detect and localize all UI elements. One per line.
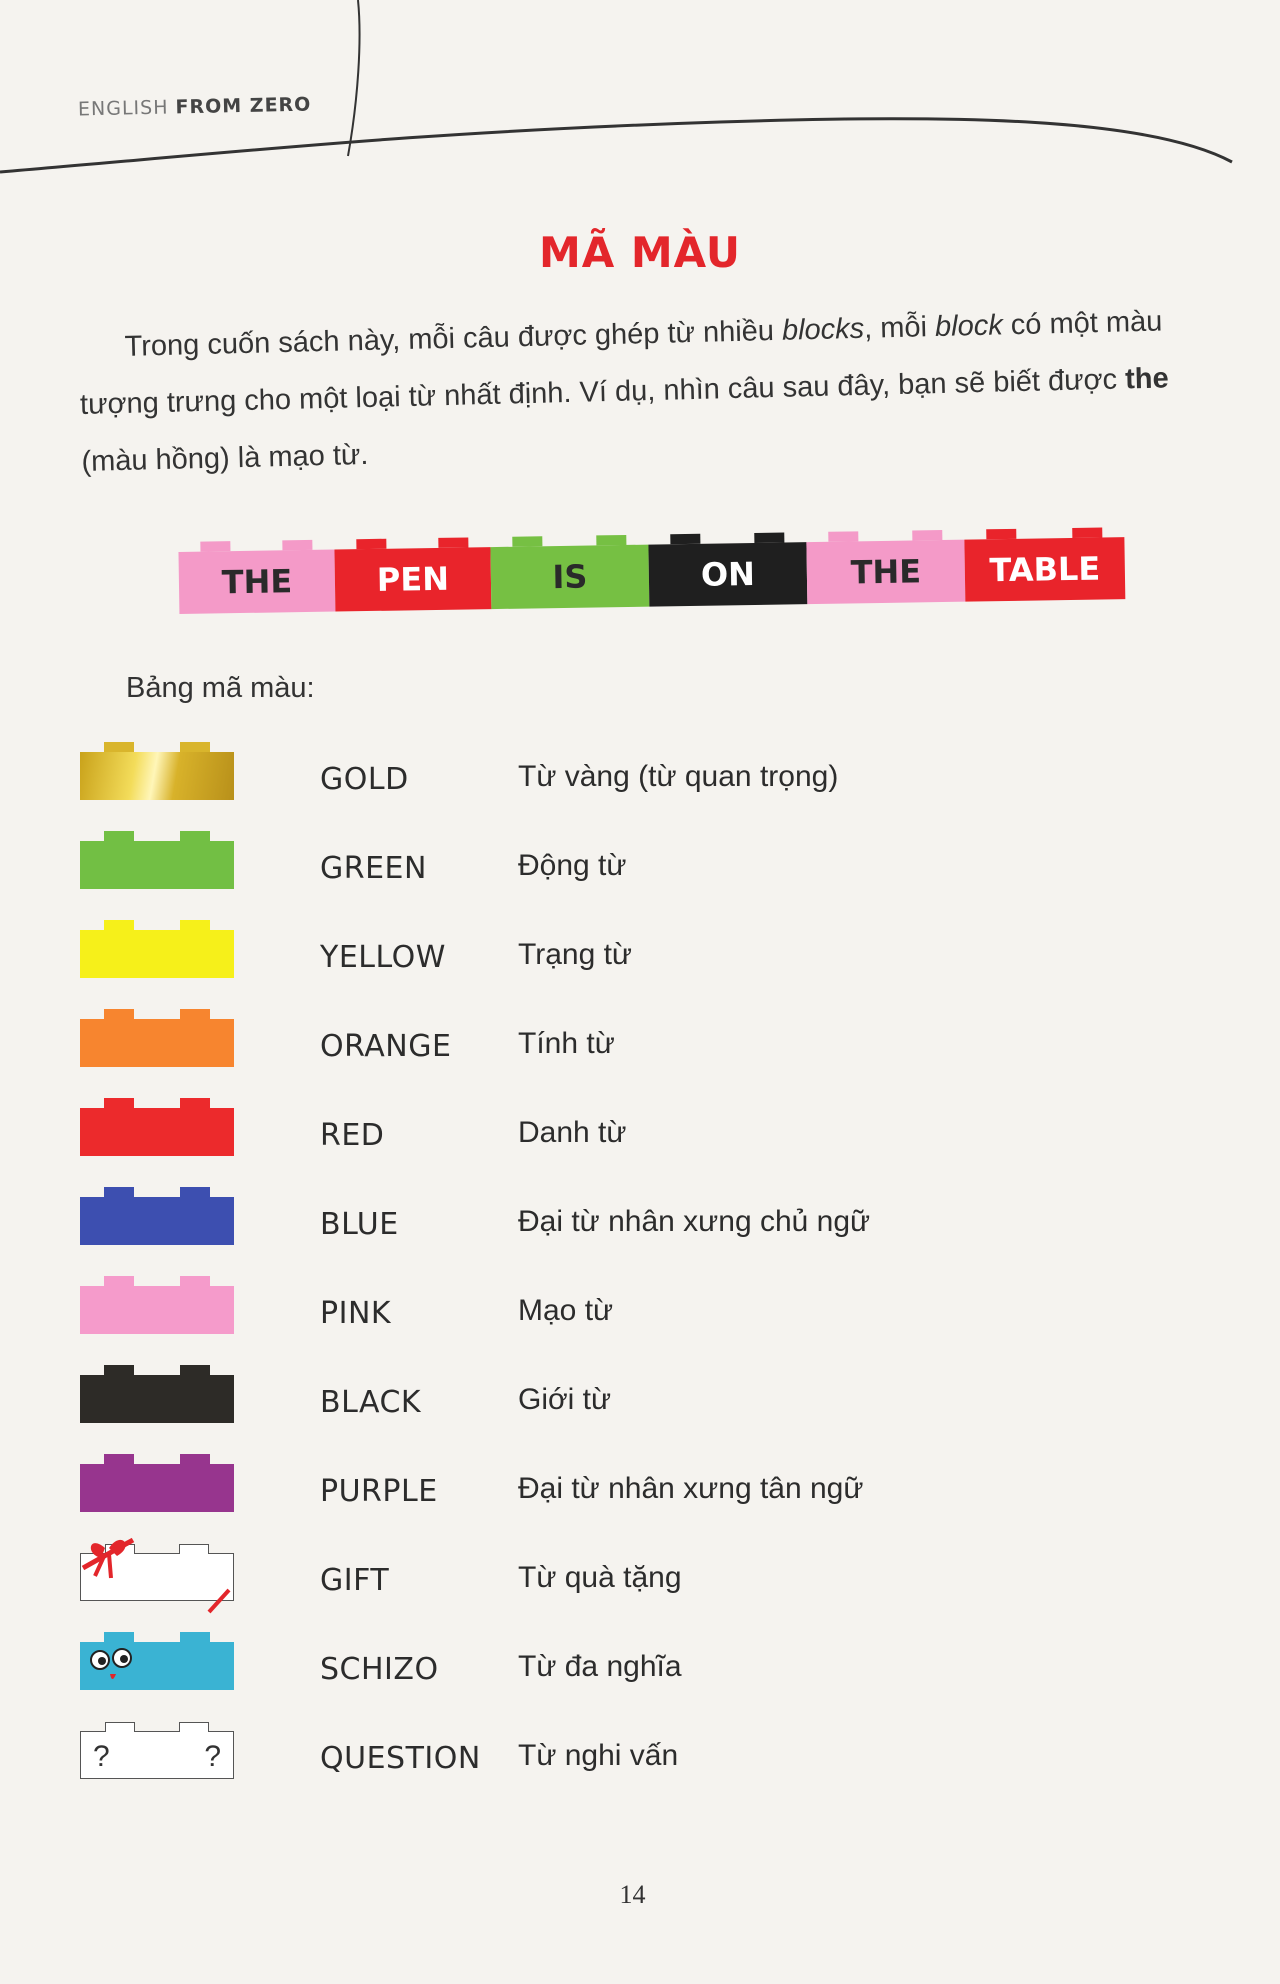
legend-row-blue [0, 1179, 1280, 1259]
legend-meaning: Đại từ nhân xưng chủ ngữ [518, 1205, 871, 1238]
sentence-block-2 [334, 547, 491, 611]
orange-brick-icon [80, 1019, 234, 1067]
intro-text-2: , mỗi [863, 311, 936, 345]
red-brick-icon [80, 1108, 234, 1156]
intro-text-4: (màu hồng) là mạo từ. [81, 438, 369, 478]
legend-meaning: Động từ [518, 849, 627, 882]
legend-meaning: Từ vàng (từ quan trọng) [518, 760, 839, 793]
sentence-block-word: THE [850, 552, 922, 592]
legend-meaning: Giới từ [518, 1383, 612, 1416]
legend-row-black [0, 1357, 1280, 1437]
legend-meaning: Từ quà tặng [518, 1561, 682, 1594]
legend-color-name: RED [320, 1118, 385, 1153]
legend-color-name: GIFT [320, 1563, 390, 1598]
example-sentence-blocks [178, 507, 1129, 614]
legend-row-schizo [0, 1624, 1280, 1704]
green-brick-icon [80, 841, 234, 889]
question-mark-left: ? [93, 1740, 110, 1773]
legend-row-orange [0, 1001, 1280, 1081]
pink-brick-icon [80, 1286, 234, 1334]
legend-color-name: GREEN [320, 851, 427, 886]
legend-row-purple [0, 1446, 1280, 1526]
legend-meaning: Từ đa nghĩa [518, 1650, 682, 1683]
blue-brick-icon [80, 1197, 234, 1245]
legend-meaning: Đại từ nhân xưng tân ngữ [518, 1472, 864, 1505]
gold-brick-icon [80, 752, 234, 800]
sentence-block-word: IS [552, 557, 588, 597]
purple-brick-icon [80, 1464, 234, 1512]
googly-eyes-icon [84, 1642, 144, 1690]
sentence-block-word: ON [700, 554, 756, 594]
legend-color-name: YELLOW [320, 940, 446, 975]
legend-row-gift [0, 1535, 1280, 1615]
legend-meaning: Từ nghi vấn [518, 1739, 679, 1772]
page-number: 14 [619, 1880, 646, 1909]
legend-meaning: Trạng từ [518, 938, 633, 971]
legend-color-name: SCHIZO [320, 1652, 439, 1687]
legend-caption: Bảng mã màu: [126, 672, 315, 704]
intro-the-word: the [1124, 362, 1170, 396]
book-header-title: FROM ZERO [175, 93, 312, 119]
legend-color-name: QUESTION [320, 1741, 481, 1776]
question-brick-icon [80, 1731, 234, 1779]
sentence-block-3 [490, 545, 649, 609]
legend-row-yellow [0, 912, 1280, 992]
sentence-block-5 [806, 540, 965, 604]
gift-brick-icon [80, 1553, 234, 1601]
intro-paragraph [78, 292, 1232, 491]
sentence-block-1 [178, 550, 335, 614]
schizo-brick-icon [80, 1642, 234, 1690]
page-title: MÃ MÀU [538, 228, 742, 277]
legend-row-green [0, 823, 1280, 903]
question-mark-right: ? [204, 1740, 221, 1773]
legend-color-name: PURPLE [320, 1474, 438, 1509]
intro-text-3: có một màu tượng trưng cho một loại từ nhất định. Ví dụ, nhìn câu sau đây, bạn sẽ biết được [79, 305, 1163, 421]
sentence-block-word: TABLE [989, 549, 1101, 590]
intro-block-word: block [934, 309, 1004, 344]
legend-row-red [0, 1090, 1280, 1170]
legend-row-gold [0, 734, 1280, 814]
legend-color-name: ORANGE [320, 1029, 452, 1064]
sentence-block-word: THE [221, 562, 293, 602]
legend-color-name: BLUE [320, 1207, 399, 1242]
legend-row-pink [0, 1268, 1280, 1348]
sentence-block-word: PEN [376, 559, 450, 599]
legend-row-question [0, 1713, 1280, 1793]
legend-color-name: GOLD [320, 762, 409, 797]
intro-blocks-word: blocks [781, 312, 865, 347]
book-header-prefix: ENGLISH [77, 96, 169, 121]
yellow-brick-icon [80, 930, 234, 978]
sentence-block-4 [648, 542, 807, 606]
legend-color-name: BLACK [320, 1385, 422, 1420]
legend-meaning: Mạo từ [518, 1294, 614, 1327]
legend-meaning: Tính từ [518, 1027, 615, 1060]
intro-text-1: Trong cuốn sách này, mỗi câu được ghép từ nhiều [124, 314, 783, 363]
sentence-block-6 [964, 537, 1125, 602]
ribbon-bow-icon [75, 1528, 235, 1592]
legend-meaning: Danh từ [518, 1116, 627, 1149]
legend-color-name: PINK [320, 1296, 392, 1331]
black-brick-icon [80, 1375, 234, 1423]
